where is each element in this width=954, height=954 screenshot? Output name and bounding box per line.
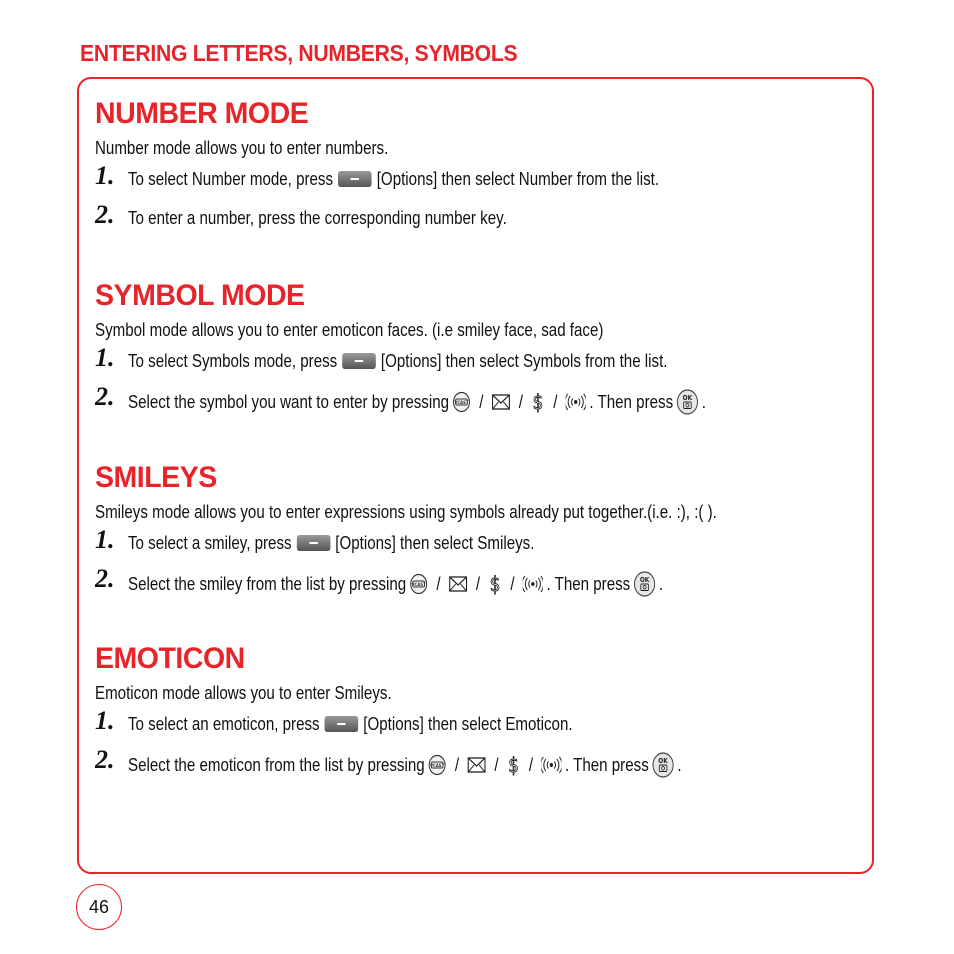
step-text: [128, 571, 663, 597]
step-2: [95, 743, 682, 782]
section-title: SYMBOL MODE: [95, 279, 305, 312]
section-number-mode: [95, 96, 660, 237]
ok-camera-key-icon: [652, 752, 674, 778]
section-intro: Emoticon mode allows you to enter Smileys.: [95, 683, 392, 703]
step-text-after: [Options] then select Number from the list.: [376, 169, 660, 189]
step-1: [95, 341, 700, 380]
step-number: 2.: [95, 200, 115, 229]
left-soft-key-icon: [325, 716, 359, 732]
section-title: EMOTICON: [95, 642, 245, 675]
separator: /: [518, 392, 523, 412]
step-2: [95, 562, 835, 601]
step-number: 2.: [95, 745, 115, 774]
separator: /: [479, 392, 484, 412]
vcast-key-icon: [410, 573, 428, 595]
svg-text:OK: OK: [639, 575, 650, 585]
svg-text:$: $: [489, 573, 501, 596]
message-envelope-icon: [492, 393, 510, 411]
section-intro: Smileys mode allows you to enter expressions using symbols already put together.(i.e. :), :( ).: [95, 502, 717, 522]
step-text-after: [Options] then select Emoticon.: [363, 714, 573, 734]
separator: /: [510, 574, 515, 594]
section-emoticon: [95, 641, 682, 782]
speakerphone-key-icon: [523, 575, 543, 593]
section-title: SMILEYS: [95, 461, 217, 494]
step-text: To enter a number, press the corresponding number key.: [128, 208, 507, 228]
step-text: [128, 752, 682, 778]
left-soft-key-icon: [342, 353, 376, 369]
separator: /: [475, 574, 481, 594]
separator: /: [436, 574, 441, 594]
svg-text:VCAST: VCAST: [454, 399, 469, 406]
dollar-key-icon: [507, 753, 520, 777]
section-intro: Symbol mode allows you to enter emoticon faces. (i.e smiley face, sad face): [95, 320, 604, 340]
message-envelope-icon: [468, 756, 486, 774]
step-text-end: .: [658, 574, 664, 594]
ok-camera-key-icon: [677, 389, 699, 415]
step-1: [95, 704, 573, 743]
step-1: [95, 523, 835, 562]
vcast-key-icon: [428, 754, 446, 776]
section-intro: Number mode allows you to enter numbers.: [95, 138, 389, 158]
step-2: [95, 198, 507, 237]
left-soft-key-icon: [297, 535, 331, 551]
step-text-end: .: [677, 755, 682, 775]
vcast-key-icon: [452, 391, 470, 413]
section-smileys: [95, 460, 835, 601]
step-text-then: . Then press: [564, 755, 649, 775]
step-text-before: To select Symbols mode, press: [128, 351, 338, 371]
step-text-after: [Options] then select Smileys.: [335, 533, 535, 553]
step-text-before: Select the symbol you want to enter by pressing: [128, 392, 450, 412]
step-text-before: To select a smiley, press: [128, 533, 292, 553]
step-text: [128, 350, 667, 372]
left-soft-key-icon: [338, 171, 372, 187]
section-symbol-mode: [95, 278, 706, 419]
svg-text:$: $: [508, 754, 520, 777]
step-text: [128, 532, 534, 554]
step-number: 1.: [95, 525, 115, 554]
svg-text:OK: OK: [658, 756, 668, 766]
step-text: [128, 713, 573, 735]
step-text-before: To select Number mode, press: [128, 169, 334, 189]
separator: /: [553, 392, 558, 412]
ok-camera-key-icon: [634, 571, 656, 597]
step-text-before: Select the emoticon from the list by pressing: [128, 755, 425, 775]
step-2: [95, 380, 706, 419]
step-number: 1.: [95, 343, 115, 372]
step-number: 1.: [95, 706, 115, 735]
step-1: [95, 159, 660, 198]
separator: /: [494, 755, 499, 775]
speakerphone-key-icon: [541, 756, 561, 774]
svg-text:OK: OK: [682, 393, 693, 403]
svg-text:$: $: [532, 391, 544, 414]
step-text-before: Select the smiley from the list by pressing: [128, 574, 407, 594]
step-text-then: . Then press: [589, 392, 674, 412]
message-envelope-icon: [449, 575, 467, 593]
step-text-end: .: [701, 392, 706, 412]
section-title: NUMBER MODE: [95, 97, 309, 130]
dollar-key-icon: [531, 390, 544, 414]
speakerphone-key-icon: [566, 393, 586, 411]
separator: /: [528, 755, 534, 775]
page-number: 46: [76, 884, 122, 930]
svg-text:VCAST: VCAST: [430, 762, 445, 769]
step-text: [128, 389, 706, 415]
svg-text:VCAST: VCAST: [411, 581, 426, 588]
step-text-then: . Then press: [546, 574, 631, 594]
step-text-after: [Options] then select Symbols from the list.: [380, 351, 668, 371]
separator: /: [454, 755, 460, 775]
step-number: 2.: [95, 564, 115, 593]
step-text-before: To select an emoticon, press: [128, 714, 320, 734]
dollar-key-icon: [489, 572, 502, 596]
step-number: 2.: [95, 382, 115, 411]
step-text: [128, 168, 659, 190]
chapter-header: ENTERING LETTERS, NUMBERS, SYMBOLS: [80, 40, 518, 66]
step-number: 1.: [95, 161, 115, 190]
